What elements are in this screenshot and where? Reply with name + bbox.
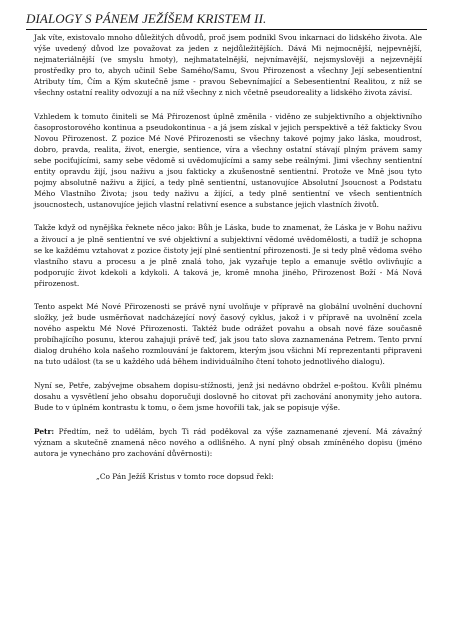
running-header: DIALOGY S PÁNEM JEŽÍŠEM KRISTEM II. [26,11,267,26]
paragraph-buh-je-laska: Takže když od nynějška řeknete něco jako: Bůh je Láska, bude to znamenat, že Láska je v Bohu naživu a živoucí a je plně sentientní ve své objektivní a subjektivní vědomé uvědomělosti, a tudíž je schopna se ke každému vztahovat z pozice čistoty její plné sentientní přirozenosti. Je si tedy plně vědoma svého vlastního stavu a procesu a je plně znalá toho, jak vyzařuje teplo a emanuje světlo ovlivňujíc a podporujíc život kdekoli a kdykoli. A taková je, kromě mnoha jiného, Přirozenost Boží - Má Nová přirozenost. [34,223,422,288]
document-body [34,32,422,482]
dialogue-paragraph [34,426,422,459]
quote-line: „Co Pán Ježíš Kristus v tomto roce dopsud řekl: [96,472,274,482]
paragraph-dopis-stiznost: Nyní se, Petře, zabývejme obsahem dopisu-stížnosti, jenž jsi nedávno obdržel e-poštou. Kvůli plnému dosahu a vysvětlení jeho obsahu doporučuji doslovně ho citovat při zachování anonymity jeho autora. Bude to v úplném kontrastu k tomu, o čem jsme hovořili tak, jak se popisuje výše. [34,380,422,412]
dialogue-text: Předtím, než to udělám, bych Ti rád poděkoval za výše zaznamenané zjevení. Má závažný význam a skutečně znamená něco nového a odlišného. A nyní plný obsah zmíněného dopisu (jméno autora je vynecháno pro zachování důvěrnosti): [34,426,422,458]
paragraph-nova-prirozenost: Vzhledem k tomuto činiteli se Má Přirozenost úplně změnila - viděno ze subjektivního a objektivního časoprostorového kontinua a pseudokontinua - a já jsem získal v jejich perspektivě a též fakticky Svou Novou Přirozenost. Z pozice Mé Nové Přirozenosti se všechny takové pojmy jako láska, moudrost, dobro, pravda, realita, život, energie, sentience, víra a všechny ostatní stávají plným právem samy sebe pociťujícími, samy sebe vědomě si uvědomujícími a samy sebe reálnými. Jimi všechny sentientní entity opravdu žijí, jsou naživu a jsou fakticky a zkušenostně sentientní. Protože ve Mně jsou tyto pojmy absolutně naživu a žijící, a tedy plně sentientní, ustanovujíce Absolutní Jsoucnost a Podstatu Mého Vlastního Života; jsou tedy naživu a žijící, a tedy plně sentientní ve všech sentientních jsoucnostech, ustanovujíce jejich vlastní relativní esence a substance jejich vlastních životů. [34,111,422,210]
paragraph-inkarnace: Jak víte, existovalo mnoho důležitých důvodů, proč jsem podnikl Svou inkarnaci do lidského života. Ale výše uvedený důvod lze považovat za jeden z nejdůležitějších. Dává Mi nejmocnější, nejpevnější, nejmateriálnější (ve smyslu hmoty), nejhmatatelnější, nejvnímavější, nejsmyslověji a nejzevnější prostředky pro to, abych učinil Sebe Samého/Samu, Svou Přirozenost a všechny Její sebesentientní Atributy tím, Čím a Kým skutečně jsme - pravou Sebevnímající a Sebesentientní Realitou, z níž se všechny ostatní reality odvozují a na níž všechny z nich včetně pseudoreality a lidského života závisí. [34,33,422,98]
speaker-label: Petr: [34,426,55,436]
paragraph-uvolneni-aspektu: Tento aspekt Mé Nové Přirozenosti se právě nyní uvolňuje v přípravě na globální uvolnění duchovní složky, jež bude usměrňovat nadcházející nový časový cyklus, jakož i v přípravě na uvolnění zcela nového aspektu Mé Nové Přirozenosti. Taktéž bude odrážet povahu a obsah nové fáze současně probíhajícího posunu, kterou zahajuji právě teď, jak jsou tato slova zaznamenána Petrem. Tento první dialog druhého kola našeho rozmlouvání je faktorem, kterým jsou všichni Mí reprezentanti připraveni na tuto událost (ta se u každého udá během individuálního čtení tohoto jednotlivého dialogu). [34,301,422,367]
header-rule [26,29,427,30]
